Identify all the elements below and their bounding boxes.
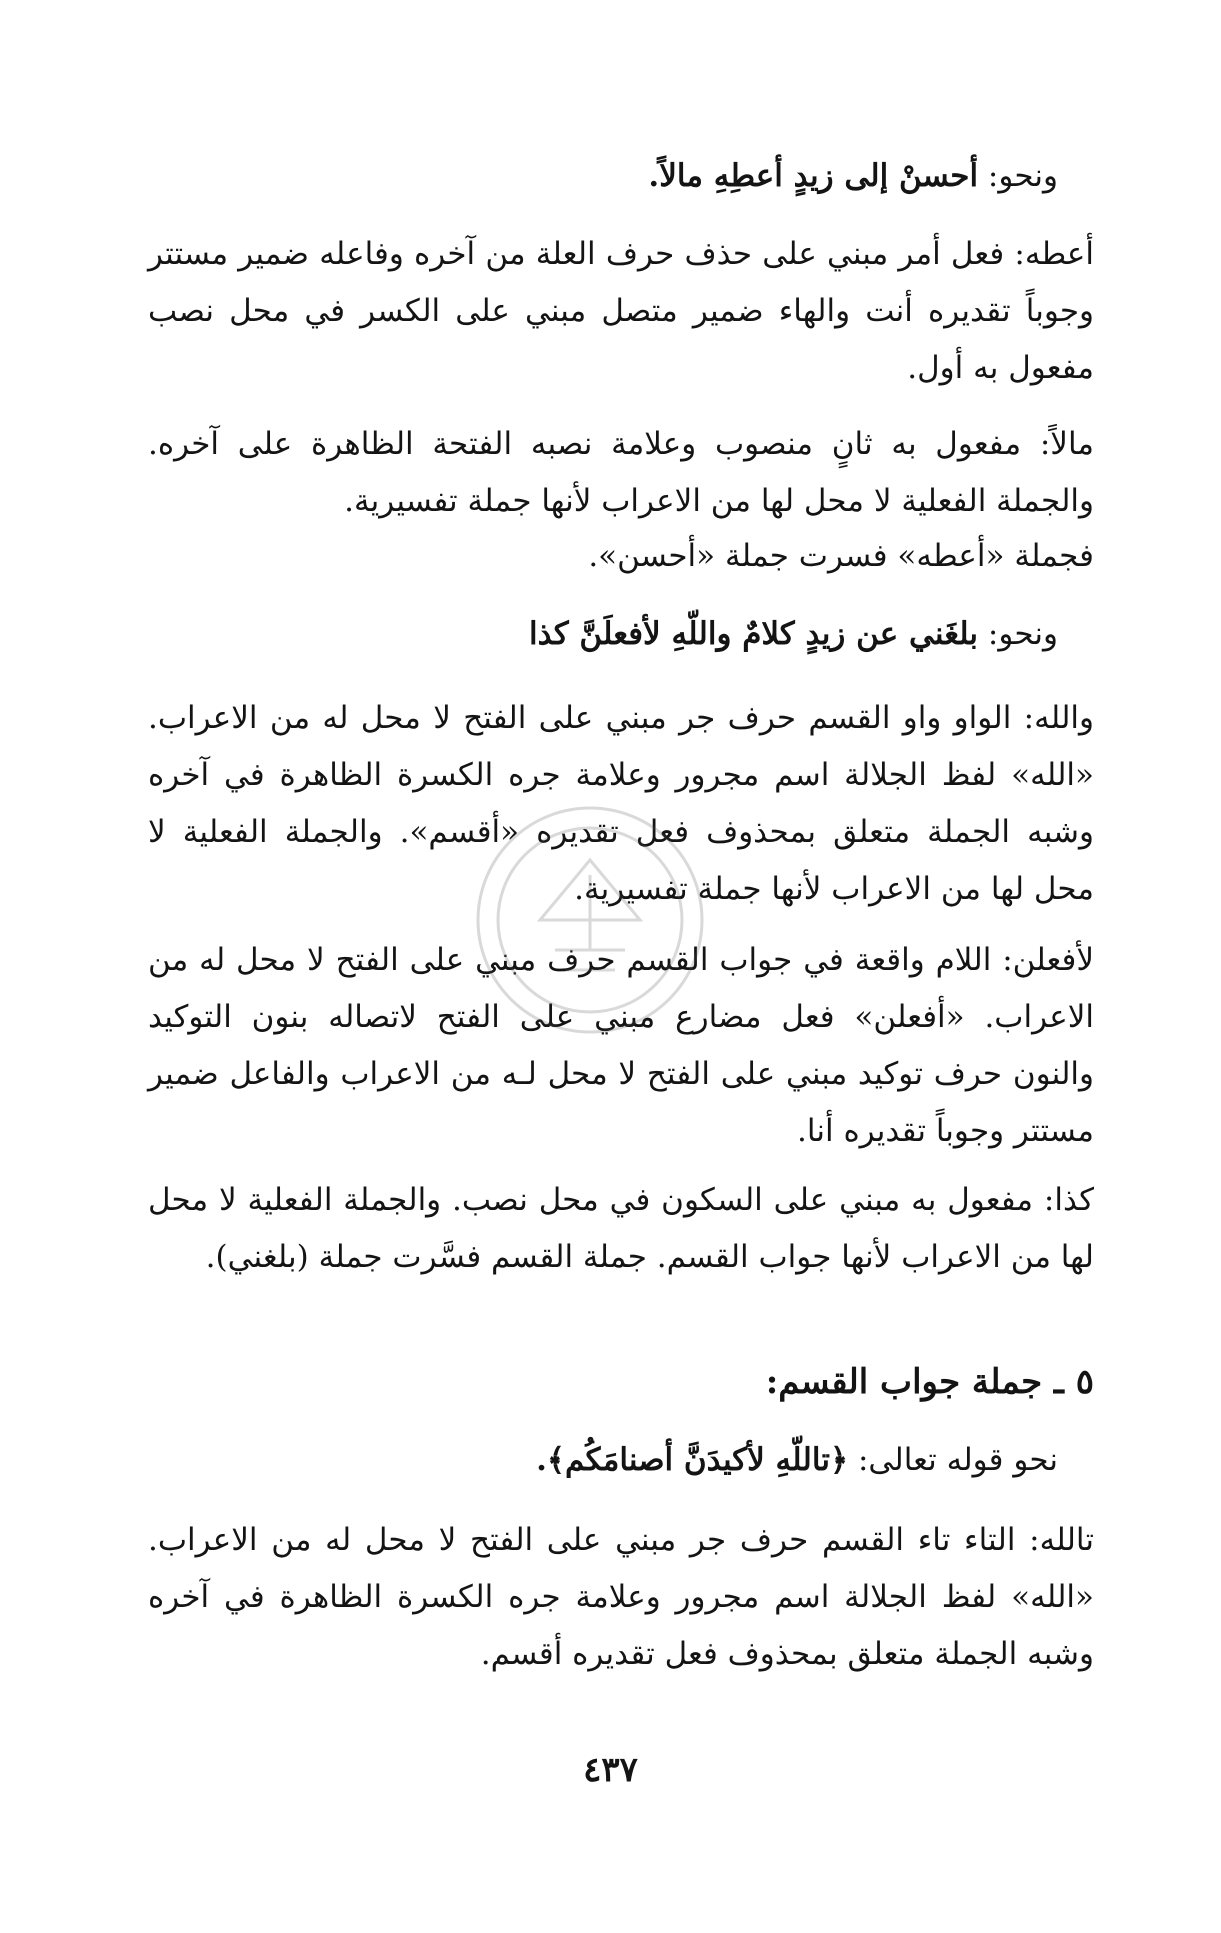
- example-text: بلغَني عن زيدٍ كلامٌ واللّهِ لأفعلَنَّ كذا: [528, 616, 979, 652]
- paragraph-wallah: والله: الواو واو القسم حرف جر مبني على الفتح لا محل له من الاعراب. «الله» لفظ الجلالة اسم مجرور وعلامة جره الكسرة الظاهرة في آخره وشبه الجملة متعلق بمحذوف فعل تقديره «أقسم». والجملة الفعلية لا محل لها من الاعراب لأنها جملة تفسيرية.: [148, 700, 1094, 907]
- example-line-1: [148, 148, 1058, 205]
- example-text: أحسنْ إلى زيدٍ أعطِهِ مالاً.: [648, 158, 979, 194]
- library-seal-icon: [470, 800, 710, 1040]
- paragraph-tallah: تالله: التاء تاء القسم حرف جر مبني على الفتح لا محل له من الاعراب. «الله» لفظ الجلالة اسم مجرور وعلامة جره الكسرة الظاهرة في آخره وشبه الجملة متعلق بمحذوف فعل تقديره أقسم.: [148, 1522, 1094, 1672]
- paragraph-aatih: أعطه: فعل أمر مبني على حذف حرف العلة من آخره وفاعله ضمير مستتر وجوباً تقديره أنت والهاء ضمير متصل مبني على الكسر في محل نصب مفعول به أول.: [148, 236, 1094, 386]
- paragraph-kadha: كذا: مفعول به مبني على السكون في محل نصب. والجملة الفعلية لا محل لها من الاعراب لأنها جواب القسم. جملة القسم فسَّرت جملة (بلغني).: [148, 1182, 1094, 1275]
- paragraph-jumla-fassarat: فجملة «أعطه» فسرت جملة «أحسن».: [588, 538, 1094, 574]
- page-number: ٤٣٧: [583, 1750, 638, 1790]
- paragraph-laafalan: لأفعلن: اللام واقعة في جواب القسم حرف مبني على الفتح لا محل له من الاعراب. «أفعلن» فعل مضارع مبني على الفتح لاتصاله بنون التوكيد والنون حرف توكيد مبني على الفتح لا محل لـه من الاعراب والفاعل ضمير مستتر وجوباً تقديره أنا.: [148, 942, 1094, 1149]
- example-label: ونحو:: [987, 158, 1058, 194]
- section-heading: ٥ ـ جملة جواب القسم:: [765, 1362, 1094, 1402]
- paragraph-malan: مالاً: مفعول به ثانٍ منصوب وعلامة نصبه الفتحة الظاهرة على آخره. والجملة الفعلية لا محل لها من الاعراب لأنها جملة تفسيرية.: [148, 426, 1094, 519]
- example-text: ﴿تاللّهِ لأكيدَنَّ أصنامَكُم﴾.: [536, 1442, 849, 1478]
- example-label: نحو قوله تعالى:: [857, 1442, 1058, 1478]
- example-line-3: [148, 1432, 1058, 1489]
- example-line-2: [148, 606, 1058, 663]
- example-label: ونحو:: [987, 616, 1058, 652]
